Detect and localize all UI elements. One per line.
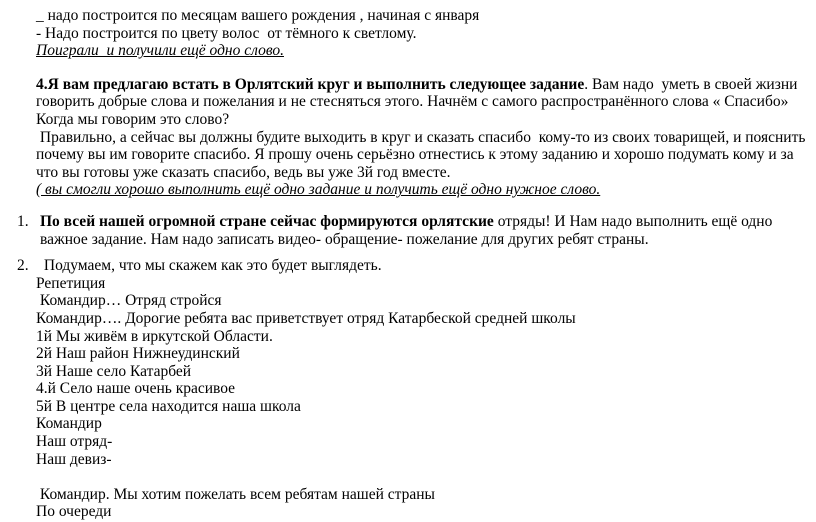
list-item-1-text: отряды! И Нам надо выполнить ещё одно важное задание. Нам надо записать видео- обращение- пожелание для других ребят страны.: [40, 212, 777, 248]
numbered-list: [17, 212, 808, 275]
intro-line-2: - Надо построится по цвету волос от тёмного к светлому.: [36, 24, 417, 42]
script-line: Командир: [36, 415, 102, 433]
blank-line: [36, 60, 808, 76]
list-number: 2.: [17, 257, 29, 275]
script-line: Наш девиз-: [36, 450, 112, 468]
script-line: 4.й Село наше очень красивое: [36, 380, 236, 398]
list-item: [17, 257, 808, 275]
task-4-result-line: ( вы смогли хорошо выполнить ещё одно задание и получить ещё одно нужное слово.: [36, 181, 601, 199]
script-line: Репетиция: [36, 274, 106, 292]
script-line: Командир. Мы хотим пожелать всем ребятам нашей страны: [36, 485, 435, 503]
list-item-text: [40, 257, 808, 275]
script-line: Командир…. Дорогие ребята вас приветствует отряд Катарбеской средней школы: [36, 309, 576, 327]
list-item-2-text: Подумаем, что мы скажем как это будет выглядеть.: [40, 257, 382, 275]
list-number: 1.: [17, 212, 29, 230]
task-4-title-text: 4.Я вам предлагаю встать в Орлятский круг и выполнить следующее задание: [36, 75, 585, 93]
script-line: 2й Наш район Нижнеудинский: [36, 345, 240, 363]
list-item-1-bold-text: По всей нашей огромной стране сейчас формируются орлятские: [40, 212, 494, 230]
list-item: [17, 212, 808, 248]
task-4-paragraph: [36, 76, 808, 129]
script-line: 1й Мы живём в иркутской Области.: [36, 327, 273, 345]
script-line: 5й В центре села находится наша школа: [36, 397, 301, 415]
intro-line-1: _ надо построится по месяцам вашего рождения , начиная с января: [36, 7, 480, 24]
script-blank-line: [36, 468, 808, 486]
task-4-explanation-paragraph: Правильно, а сейчас вы должны будите выходить в круг и сказать спасибо кому-то из своих товарищей, и пояснить почему вы им говорите спасибо. Я прошу очень серьёзно отнестись к этому заданию и хорошо подумать кому и за что вы готовы уже сказать спасибо, ведь вы уже 3й год вместе.: [36, 128, 810, 181]
rehearsal-script: [36, 275, 808, 521]
list-item-text: [40, 213, 808, 248]
script-line: По очереди: [36, 503, 112, 521]
script-line: Наш отряд-: [36, 433, 113, 451]
intro-line-result: Поиграли и получили ещё одно слово.: [36, 42, 284, 60]
task-4-body-text: . Вам надо уметь в своей жизни говорить добрые слова и пожелания и не стесняться этого. Начнём с самого распространённого слова « Спасибо» Когда мы говорим это слово?: [36, 75, 802, 128]
script-line: Командир… Отряд стройся: [36, 292, 222, 310]
script-line: 3й Наше село Катарбей: [36, 362, 192, 380]
